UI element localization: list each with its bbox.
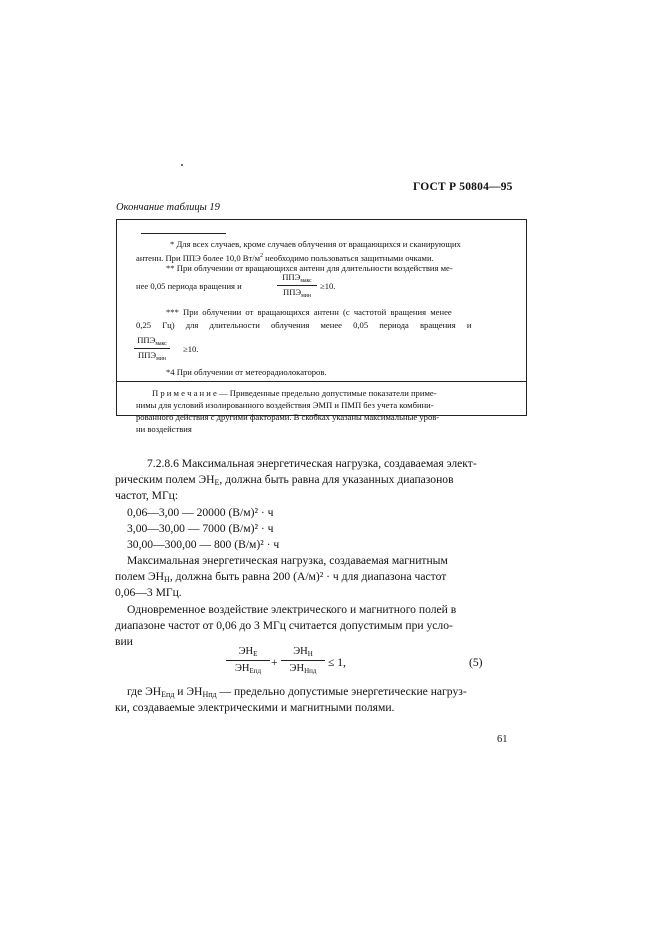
note-line-2: нимы для условий изолированного воздействия ЭМП и ПМП без учета комбини- — [136, 400, 434, 410]
equation-plus: + — [271, 656, 278, 669]
energy-load-row-2: 3,00—30,00 — 7000 (В/м)² · ч — [127, 522, 274, 535]
energy-load-row-3: 30,00—300,00 — 800 (В/м)² · ч — [127, 538, 280, 551]
ppe-ratio-relation-1: ≥10. — [320, 281, 336, 291]
equation-number: (5) — [469, 656, 483, 669]
note-line-4: ни воздействия — [136, 424, 192, 434]
ppe-ratio-relation-2: ≥10. — [183, 344, 199, 354]
note-line-1: П р и м е ч а н и е — Приведенные предельно допустимые показатели приме- — [152, 388, 437, 398]
equation-relation: ≤ 1, — [328, 656, 346, 669]
combined-paragraph-line-2: диапазоне частот от 0,06 до 3 МГц считается допустимым при усло- — [115, 619, 453, 632]
table-continuation-label: Окончание таблицы 19 — [116, 202, 220, 213]
footnote-2-line-2: нее 0,05 периода вращения и — [136, 281, 242, 291]
footnote-3-line-2: 0,25 Гц) для длительности облучения менее 0,05 периода вращения и — [136, 320, 472, 330]
footnote-1-line-1: * Для всех случаев, кроме случаев облучения от вращающихся и сканирующих — [170, 239, 461, 249]
section-7-2-8-6-line-2: рическим полем $ЭН_E$, должна быть равна для указанных диапазонов — [115, 473, 454, 487]
magnetic-paragraph-line-3: 0,06—3 МГц. — [115, 586, 182, 599]
equation-fraction-magnetic: $ЭН_H$ $ЭН_{Hпд}$ — [281, 646, 325, 675]
equation-fraction-electric: $ЭН_E$ $ЭН_{Eпд}$ — [226, 646, 270, 675]
footnote-2-line-1: ** При облучении от вращающихся антенн для длительности воздействия ме- — [166, 263, 453, 273]
footnote-3-line-1: *** При облучении от вращающихся антенн (с частотой вращения менее — [166, 307, 452, 317]
note-separator — [116, 381, 526, 382]
footnote-1-line-2: антенн. При ППЭ более 10,0 $Вт/м^2$ необходимо пользоваться защитными очками. — [136, 252, 434, 263]
ppe-ratio-fraction-1: $ППЭ_{макс}$ $ППЭ_{мин}$ — [277, 272, 317, 299]
magnetic-paragraph-line-1: Максимальная энергетическая нагрузка, создаваемая магнитным — [127, 554, 448, 567]
where-paragraph-line-2: ки, создаваемые электрическими и магнитными полями. — [115, 701, 395, 714]
section-7-2-8-6-line-1: 7.2.8.6 Максимальная энергетическая нагрузка, создаваемая элект- — [147, 457, 477, 470]
where-paragraph-line-1: где $ЭН_{Eпд}$ и $ЭН_{Hпд}$ — предельно допустимые энергетические нагруз- — [127, 685, 467, 699]
footnote-rule — [141, 233, 226, 234]
combined-paragraph-line-3: вии — [115, 635, 133, 648]
page-number: 61 — [497, 734, 508, 745]
note-line-3: рованного действия с другими факторами. В скобках указаны максимальные уров- — [136, 412, 440, 422]
speck-mark — [181, 164, 183, 166]
magnetic-paragraph-line-2: полем $ЭН_H$, должна быть равна 200 (А/м)² · ч для диапазона частот — [115, 570, 447, 584]
standard-header: ГОСТ Р 50804—95 — [413, 181, 513, 193]
ppe-ratio-fraction-2: $ППЭ_{макс}$ $ППЭ_{мин}$ — [134, 335, 170, 362]
section-7-2-8-6-line-3: частот, МГц: — [115, 489, 179, 502]
footnote-4: *4 При облучении от метеорадиолокаторов. — [166, 367, 327, 377]
combined-paragraph-line-1: Одновременное воздействие электрического и магнитного полей в — [127, 603, 457, 616]
energy-load-row-1: 0,06—3,00 — 20000 (В/м)² · ч — [127, 506, 274, 519]
